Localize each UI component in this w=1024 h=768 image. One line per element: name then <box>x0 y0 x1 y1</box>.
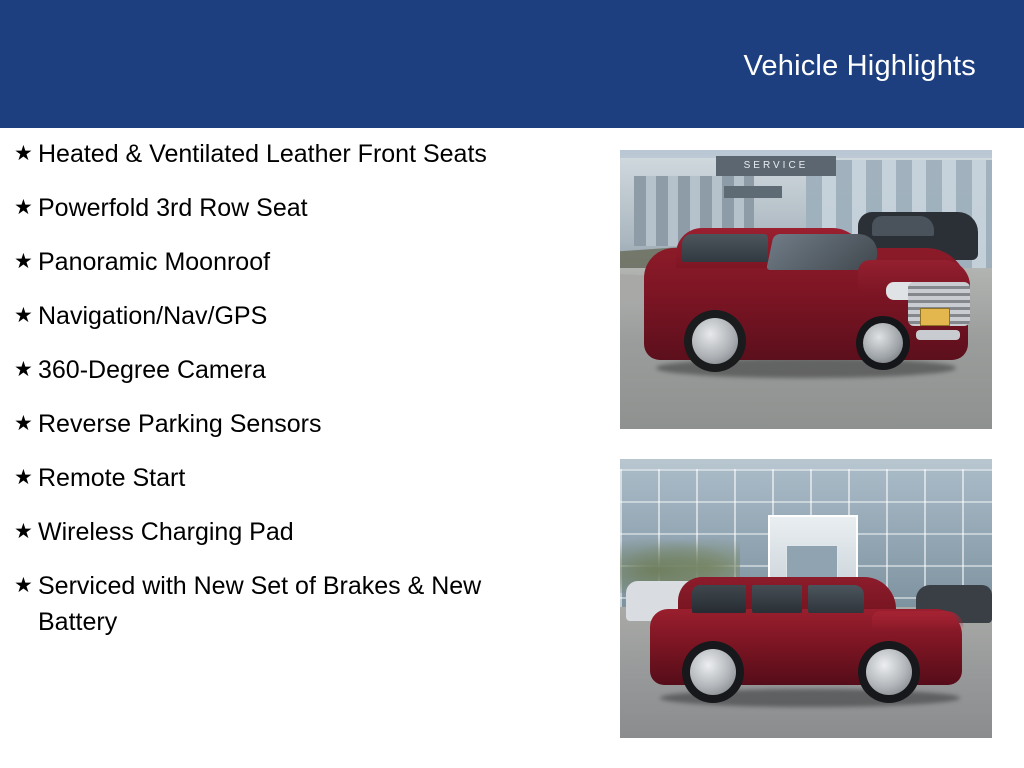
star-bullet-icon: ★ <box>14 574 33 597</box>
vehicle-photo-side-profile <box>620 459 992 738</box>
vehicle-rim-rear <box>690 649 736 695</box>
vehicle-rear-window <box>692 585 746 613</box>
list-item <box>8 298 578 334</box>
highlight-label: Panoramic Moonroof <box>38 248 271 276</box>
highlight-label: Wireless Charging Pad <box>38 518 294 546</box>
highlight-label: Serviced with New Set of Brakes & New Battery <box>38 572 482 636</box>
list-item <box>8 406 578 442</box>
star-bullet-icon: ★ <box>14 358 33 381</box>
highlight-label: Remote Start <box>38 464 186 492</box>
list-item <box>8 244 578 280</box>
list-item <box>8 136 578 172</box>
star-bullet-icon: ★ <box>14 250 33 273</box>
star-bullet-icon: ★ <box>14 520 33 543</box>
star-bullet-icon: ★ <box>14 196 33 219</box>
list-item <box>8 514 578 550</box>
vehicle-license-plate <box>920 308 950 326</box>
vehicle-rim-front <box>866 649 912 695</box>
list-item <box>8 568 578 640</box>
highlight-label: Heated & Ventilated Leather Front Seats <box>38 140 487 168</box>
vehicle-side-window <box>682 234 768 262</box>
vehicle-photo-front-three-quarter <box>620 150 992 429</box>
dealership-sign-secondary <box>724 186 782 198</box>
list-item <box>8 190 578 226</box>
star-bullet-icon: ★ <box>14 466 33 489</box>
vehicle-photo-gallery <box>620 150 992 768</box>
page-title: Vehicle Highlights <box>743 50 976 82</box>
slide-content <box>0 128 1024 768</box>
highlight-label: Powerfold 3rd Row Seat <box>38 194 308 222</box>
vehicle-rim-front <box>692 318 738 364</box>
vehicle-hood <box>872 611 964 629</box>
header-bar <box>0 0 1024 128</box>
vehicle-rim-rear <box>863 323 903 363</box>
dealership-sign: SERVICE <box>716 156 836 176</box>
list-item <box>8 352 578 388</box>
highlight-label: Reverse Parking Sensors <box>38 410 322 438</box>
highlight-label: Navigation/Nav/GPS <box>38 302 268 330</box>
list-item <box>8 460 578 496</box>
background-vehicle-glass <box>872 216 934 236</box>
star-bullet-icon: ★ <box>14 142 33 165</box>
vehicle-rear-door-window <box>752 585 802 613</box>
vehicle-lower-valance <box>916 330 960 340</box>
vehicle-highlights-list <box>8 136 578 658</box>
vehicle-front-door-window <box>808 585 864 613</box>
highlight-label: 360-Degree Camera <box>38 356 266 384</box>
star-bullet-icon: ★ <box>14 304 33 327</box>
star-bullet-icon: ★ <box>14 412 33 435</box>
